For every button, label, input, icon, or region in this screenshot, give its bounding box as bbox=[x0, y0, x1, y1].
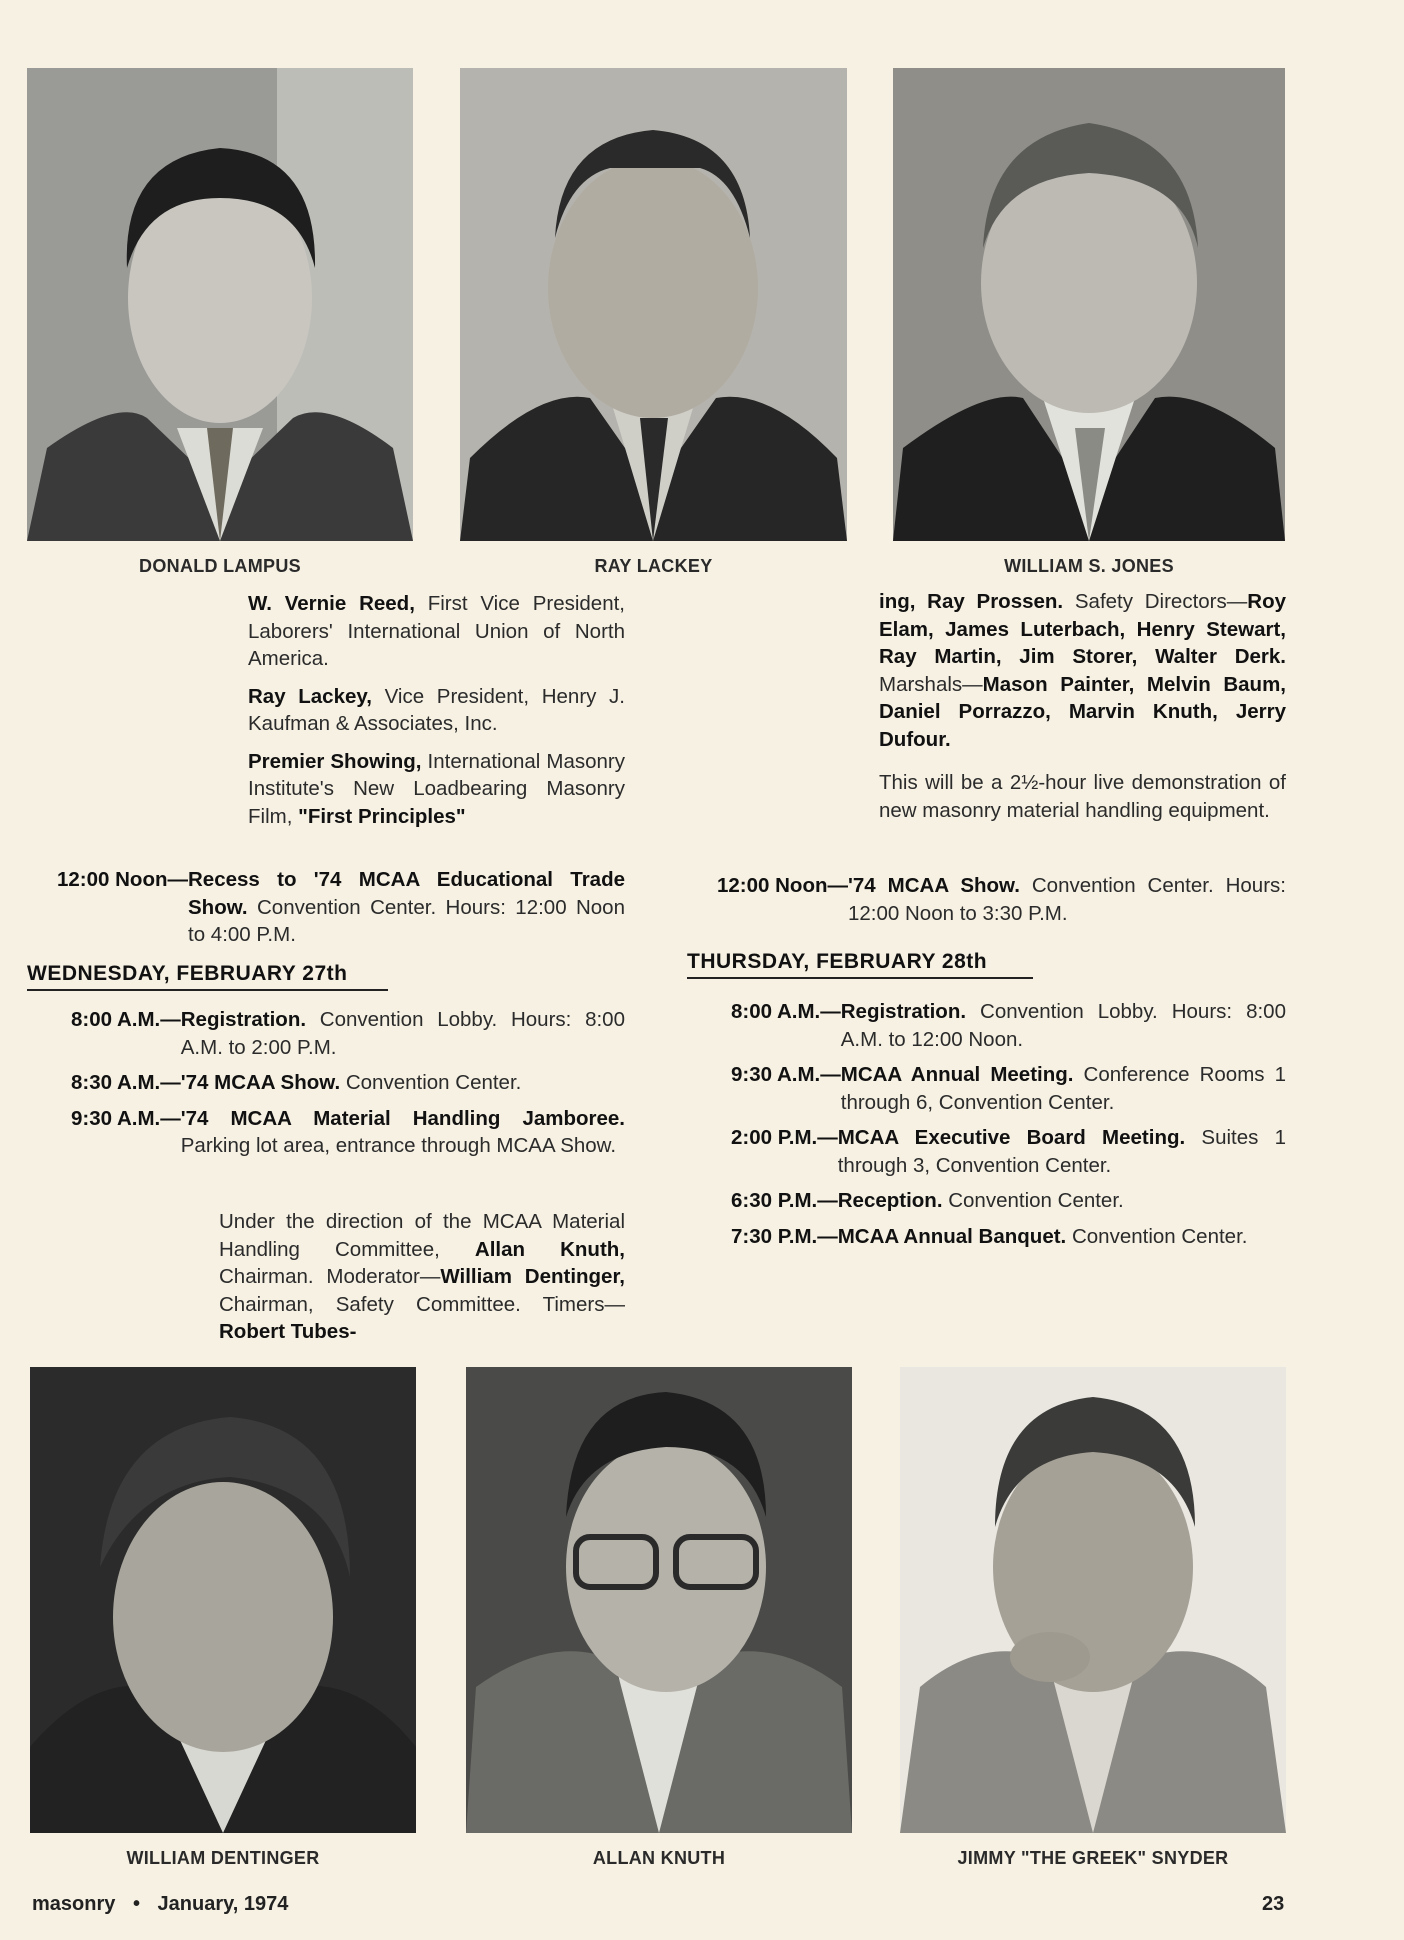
caption-allan-knuth: ALLAN KNUTH bbox=[592, 1848, 726, 1868]
right-column-upper bbox=[879, 588, 1286, 834]
footer-bullet: • bbox=[132, 1893, 140, 1915]
photo-allan-knuth bbox=[466, 1367, 852, 1833]
thursday-schedule: 8:00 A.M.— Registration. Convention Lobby. Hours: 8:00 A.M. to 12:00 Noon. 9:30 A.M.— MCAA Annual Meeting. Conference Rooms 1 through 6, Convention Center. 2:00 P.M.— MCAA Executive Board Meeting. Suites 1 through 3, Convention Center. 6:30 P.M.— Reception. Convention Center. 7:30 P.M.— MCAA Annual Banquet. Convention Center. bbox=[731, 1000, 1286, 1248]
heading-thursday: THURSDAY, FEBRUARY 28th bbox=[687, 950, 1033, 979]
caption-jimmy-snyder: JIMMY "THE GREEK" SNYDER bbox=[957, 1848, 1229, 1868]
photo-ray-lackey bbox=[460, 68, 847, 541]
page-number: 23 bbox=[1262, 1893, 1285, 1915]
entry-committee-direction: Under the direction of the MCAA Material Handling Committee, Allan Knuth, Chairman. Moderator—William Dentinger, Chairman, Safety Committee. Timers—Robert Tubes- bbox=[219, 1210, 625, 1343]
footer-date: January, 1974 bbox=[157, 1893, 289, 1915]
caption-ray-lackey: RAY LACKEY bbox=[594, 556, 713, 576]
entry-demonstration: This will be a 2½-hour live demonstration of new masonry material handling equipment. bbox=[879, 771, 1286, 822]
caption-william-dentinger: WILLIAM DENTINGER bbox=[126, 1848, 320, 1868]
time-label: 12:00 Noon— bbox=[57, 868, 188, 891]
left-column-upper bbox=[248, 590, 625, 840]
entry-vernie-reed: W. Vernie Reed, First Vice President, Laborers' International Union of North America. bbox=[248, 592, 625, 670]
photo-william-s-jones bbox=[893, 68, 1285, 541]
footer-magazine-line bbox=[32, 1893, 288, 1916]
entry-ray-lackey: Ray Lackey, Vice President, Henry J. Kaufman & Associates, Inc. bbox=[248, 684, 625, 735]
entry-premier-showing: Premier Showing, International Masonry Institute's New Loadbearing Masonry Film, "First Principles" bbox=[248, 749, 626, 828]
footer-magazine: masonry bbox=[32, 1893, 116, 1915]
entry-safety-marshals: ing, Ray Prossen. Safety Directors—Roy Elam, James Luterbach, Henry Stewart, Ray Martin, Jim Storer, Walter Derk. Marshals—Mason Painter, Melvin Baum, Daniel Porrazzo, Marvin Knuth, Jerry Dufour. bbox=[879, 590, 1286, 751]
photo-jimmy-snyder bbox=[900, 1367, 1286, 1833]
left-noon-recess: 12:00 Noon— Recess to '74 MCAA Educational Trade Show. Convention Center. Hours: 12:00 Noon to 4:00 P.M. bbox=[57, 866, 625, 957]
caption-donald-lampus: DONALD LAMPUS bbox=[139, 556, 301, 576]
right-noon-show: 12:00 Noon— '74 MCAA Show. Convention Center. Hours: 12:00 Noon to 3:30 P.M. bbox=[717, 874, 1286, 925]
heading-wednesday: WEDNESDAY, FEBRUARY 27th bbox=[27, 962, 388, 991]
caption-william-s-jones: WILLIAM S. JONES bbox=[1004, 556, 1174, 576]
wednesday-schedule: 8:00 A.M.— Registration. Convention Lobby. Hours: 8:00 A.M. to 2:00 P.M. 8:30 A.M.— '74 MCAA Show. Convention Center. 9:30 A.M.— '74 MCAA Material Handling Jamboree. Parking lot area, entrance through MCAA Show. bbox=[71, 1008, 625, 1157]
photo-donald-lampus bbox=[27, 68, 413, 541]
photo-william-dentinger bbox=[30, 1367, 416, 1833]
